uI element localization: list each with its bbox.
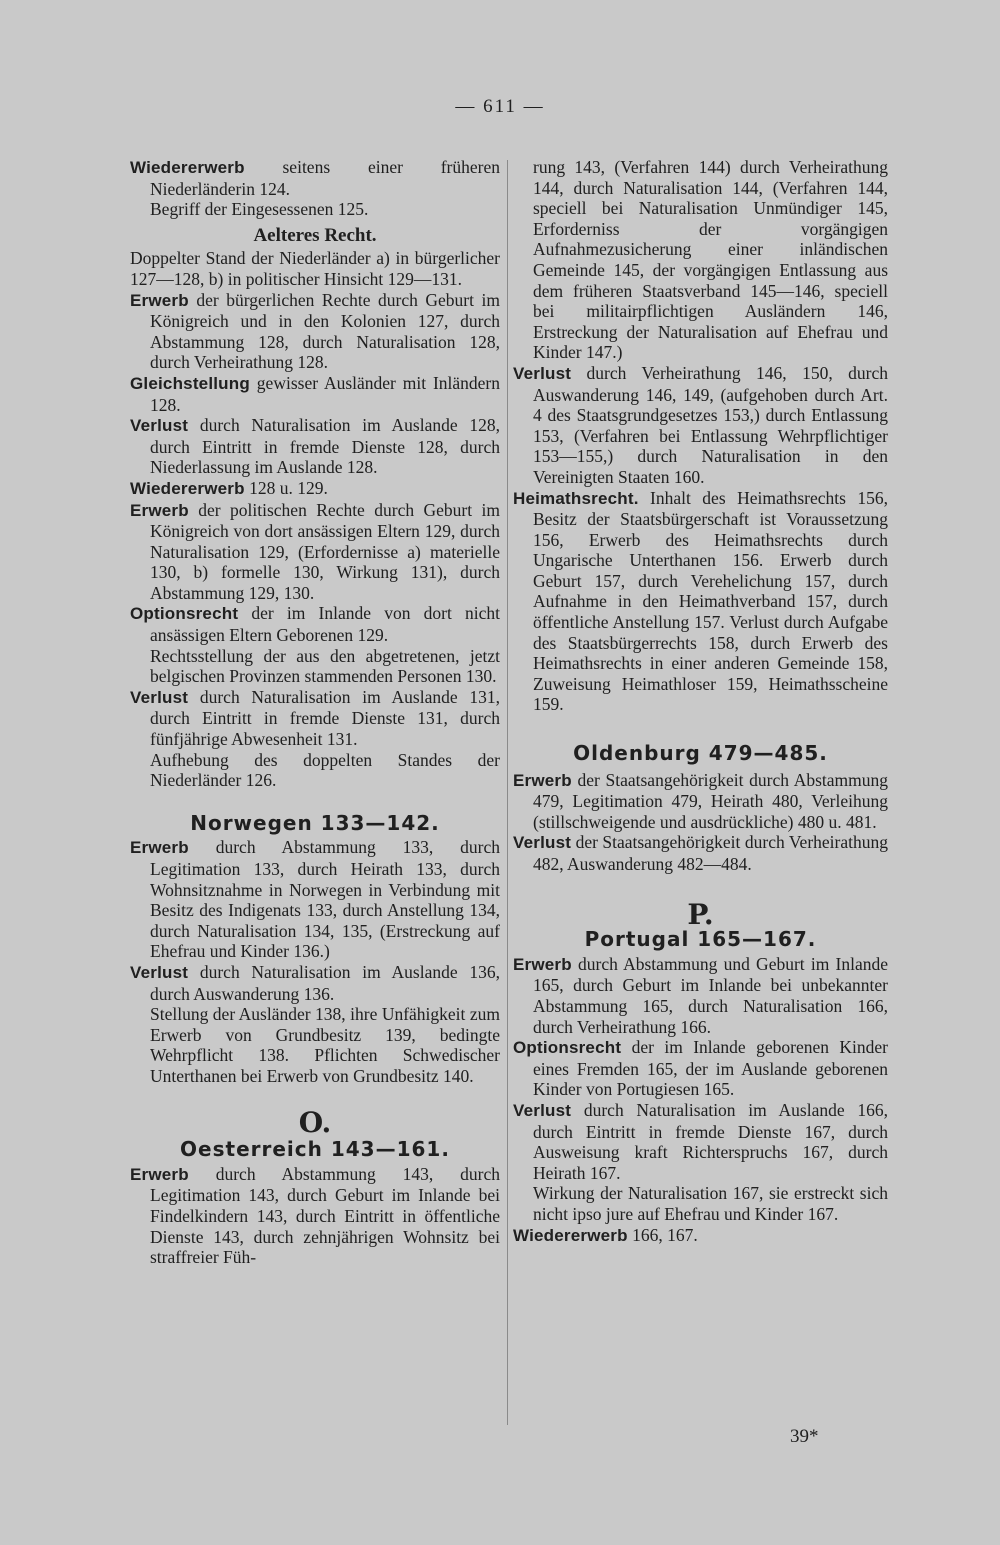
entry-text: der politischen Rechte durch Geburt im Königreich von dort ansässigen Eltern 129, durch Naturalisation 129, (Erfordernisse a) materielle 130, b) formelle 130, Wirkung 131), durch Abstammung 129, 130. [150, 499, 500, 603]
section-heading: Oesterreich 143—161. [180, 1137, 450, 1162]
entry-text: seitens einer früheren Niederländerin 124. [150, 157, 500, 199]
index-entry: Stellung der Ausländer 138, ihre Unfähigkeit zum Erwerb von Grundbesitz 139, bedingte Wehrpflicht 138. Pflichten Schwedischer Unterthanen bei Erwerb von Grundbesitz 140. [150, 1004, 500, 1086]
keyword: Verlust [513, 1100, 572, 1120]
index-entry: Aufhebung des doppelten Standes der Niederländer 126. [150, 749, 500, 791]
entry-text: 128 u. 129. [244, 477, 328, 498]
index-entry [130, 687, 500, 750]
keyword: Erwerb [130, 838, 189, 858]
index-entry: rung 143, (Verfahren 144) durch Verheirathung 144, durch Naturalisation 144, (Verfahren 144, speciell bei Naturalisation Unmündiger 145, Erforderniss der vorgängigen Aufnahmezusicherung einer inländischen Gemeinde 145, der vorgängigen Entlassung aus dem früheren Staatsverband 145—146, speciell bei militairpflichtigen Ausländern 146, Erstreckung der Naturalisation auf Ehefrau und Kinder 147.) [533, 157, 888, 363]
index-entry [130, 837, 500, 962]
index-entry [513, 488, 888, 716]
keyword: Verlust [130, 416, 189, 436]
section-heading: Norwegen 133—142. [190, 810, 440, 835]
keyword: Erwerb [513, 770, 572, 790]
section-heading: Portugal 165—167. [584, 927, 817, 952]
entry-text: durch Naturalisation im Auslande 128, durch Eintritt in fremde Dienste 128, durch Niederlassung im Auslande 128. [150, 415, 500, 478]
keyword: Optionsrecht [130, 604, 239, 624]
entry-text: der im Inlande geborenen Kinder eines Fremden 165, der im Auslande geborenen Kinder von Portugiesen 165. [533, 1037, 888, 1100]
index-entry [513, 363, 888, 488]
entry-text: durch Abstammung und Geburt im Inlande 165, durch Geburt im Inlande bei unbekannter Abstammung 165, durch Naturalisation 166, durch Verheirathung 166. [533, 953, 888, 1037]
index-entry: Begriff der Eingesessenen 125. [150, 199, 369, 220]
entry-text: durch Verheirathung 146, 150, durch Auswanderung 146, 149, (aufgehoben durch Art. 4 des Staatsgrundgesetzes 153,) durch Entlassung 153, (Verfahren bei Entlassung Wehrpflichtiger 153—155,) durch Naturalisation in den Vereinigten Staaten 160. [533, 362, 888, 487]
keyword: Verlust [130, 962, 189, 982]
entry-text: 166, 167. [627, 1224, 698, 1245]
index-entry [130, 962, 500, 1004]
keyword: Erwerb [130, 1164, 189, 1184]
subheading: Aelteres Recht. [253, 224, 377, 246]
keyword: Verlust [513, 833, 572, 853]
letter-heading: O. [298, 1105, 332, 1139]
index-entry [130, 478, 500, 500]
index-entry [513, 954, 888, 1037]
entry-text: durch Naturalisation im Auslande 166, durch Eintritt in fremde Dienste 167, durch Ausweisung kraft Richterspruchs 167, durch Heirath 167. [533, 1099, 888, 1183]
keyword: Gleichstellung [130, 373, 250, 393]
entry-text: durch Abstammung 133, durch Legitimation 133, durch Heirath 133, durch Wohnsitznahme in Norwegen in Verbindung mit Besitz des Indigenats 133, durch Anstellung 134, durch Naturalisation 134, 135, (Erstreckung auf Ehefrau und Kinder 136.) [150, 837, 500, 962]
index-entry [130, 1164, 500, 1268]
index-entry [513, 1100, 888, 1183]
keyword: Optionsrecht [513, 1038, 622, 1058]
keyword: Wiedererwerb [130, 158, 245, 177]
keyword: Erwerb [130, 500, 189, 520]
entry-text: durch Abstammung 143, durch Legitimation 143, durch Geburt im Inlande bei Findelkindern 143, durch Eintritt in öffentliche Dienste 143, durch zehnjährigen Wohnsitz bei straffreier Füh- [150, 1163, 500, 1268]
entry-text: gewisser Ausländer mit Inländern 128. [150, 372, 500, 415]
keyword: Erwerb [130, 290, 189, 310]
index-entry [130, 415, 500, 478]
entry-text: durch Naturalisation im Auslande 131, durch Eintritt in fremde Dienste 131, durch fünfjährige Abwesenheit 131. [150, 686, 500, 750]
entry-text: Inhalt des Heimathsrechts 156, Besitz der Staatsbürgerschaft ist Voraussetzung 156, Erwerb des Heimathsrechts durch Ungarische Unterthanen 156. Erwerb durch Geburt 157, durch Verehelichung 157, durch Aufnahme in den Heimathverband 157, durch öffentliche Anstellung 157. Verlust durch Aufgabe des Staatsbürgerrechts 158, durch Erwerb des Heimathsrechts in einer anderen Gemeinde 158, Zuweisung Heimathloser 159, Heimathsscheine 159. [533, 487, 888, 715]
index-entry [130, 373, 500, 415]
entry-text: der bürgerlichen Rechte durch Geburt im Königreich und in den Kolonien 127, durch Abstammung 128, durch Naturalisation 128, durch Verheirathung 128. [150, 289, 500, 373]
index-entry [513, 832, 888, 874]
right-column [513, 157, 888, 1246]
entry-text: durch Naturalisation im Auslande 136, durch Auswanderung 136. [150, 961, 500, 1004]
column-divider [507, 160, 508, 1425]
keyword: Wiedererwerb [130, 478, 245, 498]
index-entry [130, 290, 500, 373]
keyword: Wiedererwerb [513, 1225, 628, 1245]
keyword: Verlust [130, 687, 189, 707]
index-entry [130, 157, 500, 199]
index-entry [513, 1225, 888, 1247]
page-number: — 611 — [455, 96, 545, 117]
entry-text: der Staatsangehörigkeit durch Verheirathung 482, Auswanderung 482—484. [533, 832, 888, 874]
keyword: Heimathsrecht. [513, 488, 639, 508]
entry-text: der im Inlande von dort nicht ansässigen Eltern Geborenen 129. [150, 603, 500, 646]
index-entry [130, 500, 500, 604]
index-entry: Wirkung der Naturalisation 167, sie erstreckt sich nicht ipso jure auf Ehefrau und Kinder 167. [533, 1183, 888, 1224]
entry-text: der Staatsangehörigkeit durch Abstammung 479, Legitimation 479, Heirath 480, Verleihung (stillschweigende und ausdrückliche) 480 u. 481. [533, 769, 888, 832]
section-heading: Oldenburg 479—485. [573, 741, 828, 766]
index-entry: Doppelter Stand der Niederländer a) in bürgerlicher 127—128, b) in politischer Hinsicht 129—131. [130, 248, 500, 289]
keyword: Erwerb [513, 954, 572, 974]
keyword: Verlust [513, 363, 572, 383]
signature-mark: 39* [790, 1426, 819, 1447]
index-entry [513, 1037, 888, 1100]
index-entry [513, 770, 888, 833]
letter-heading: P. [687, 897, 714, 931]
index-entry [130, 603, 500, 645]
index-entry: Rechtsstellung der aus den abgetretenen, jetzt belgischen Provinzen stammenden Personen 130. [150, 645, 500, 687]
left-column [130, 157, 500, 1268]
